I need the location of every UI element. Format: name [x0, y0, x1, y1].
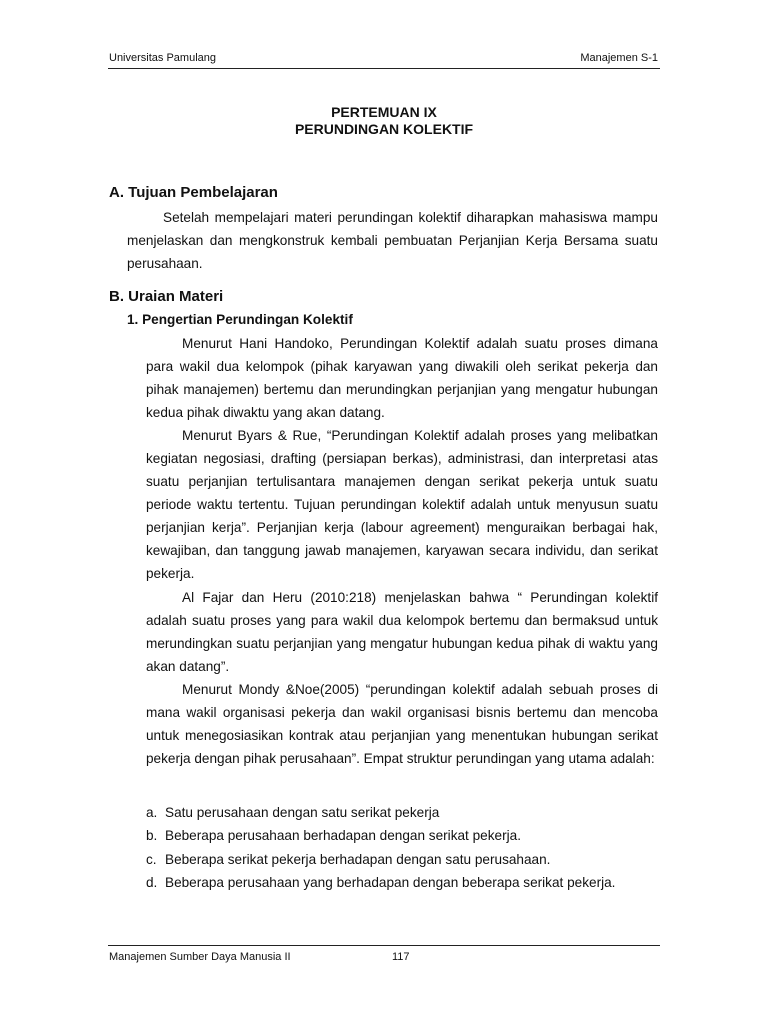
paragraph-byars-rue-text: Menurut Byars & Rue, “Perundingan Kolektif adalah proses yang melibatkan kegiatan negosiasi, drafting (persiapan berkas), administrasi, dan interpretasi atas suatu perjanjian tertulisantara manajemen dengan serikat pekerja untuk suatu periode waktu tertentu. Tujuan perundingan kolektif adalah untuk menyusun suatu perjanjian kerja”. Perjanjian kerja (labour agreement) menguraikan berbagai hak, kewajiban, dan tanggung jawab manajemen, karyawan secara individu, dan serikat pekerja. — [146, 428, 658, 581]
chapter-title: PERTEMUAN IX — [331, 104, 437, 120]
paragraph-al-fajar-text: Al Fajar dan Heru (2010:218) menjelaskan bahwa “ Perundingan kolektif adalah suatu proses yang para wakil dua kelompok bertemu dan bermaksud untuk merundingkan suatu perjanjian yang mengatur hubungan kedua pihak di waktu yang akan datang”. — [146, 590, 658, 674]
list-marker: b. — [146, 828, 158, 844]
section-a-paragraph — [127, 206, 658, 275]
list-item-text: Satu perusahaan dengan satu serikat pekerja — [165, 805, 440, 820]
list-item — [146, 871, 666, 894]
footer-course-title: Manajemen Sumber Daya Manusia II — [109, 951, 291, 963]
list-item-text: Beberapa perusahaan berhadapan dengan serikat pekerja. — [165, 828, 521, 844]
list-marker: c. — [146, 851, 157, 867]
bargaining-structure-list — [146, 801, 666, 894]
list-marker: d. — [146, 874, 158, 890]
subsection-heading: 1. Pengertian Perundingan Kolektif — [127, 312, 353, 327]
list-item — [146, 801, 666, 824]
section-b-heading: B. Uraian Materi — [109, 288, 224, 305]
paragraph-al-fajar — [146, 586, 658, 678]
header-program: Manajemen S-1 — [580, 52, 658, 64]
section-a-heading: A. Tujuan Pembelajaran — [109, 184, 278, 201]
section-a-paragraph-text: Setelah mempelajari materi perundingan kolektif diharapkan mahasiswa mampu menjelaskan dan mengkonstruk kembali pembuatan Perjanjian Kerja Bersama suatu perusahaan. — [127, 210, 658, 271]
header-rule — [108, 68, 660, 69]
footer-rule — [108, 945, 660, 946]
list-marker: a. — [146, 805, 158, 820]
list-item — [146, 824, 666, 847]
paragraph-mondy-noe-text: Menurut Mondy &Noe(2005) “perundingan kolektif adalah sebuah proses di mana wakil organisasi pekerja dan wakil organisasi bisnis bertemu dan mencoba untuk menegosiasikan kontrak atau perjanjian yang menentukan hubungan serikat pekerja dengan pihak perusahaan”. Empat struktur perundingan yang utama adalah: — [146, 682, 658, 766]
header-university: Universitas Pamulang — [109, 52, 216, 64]
list-item-text: Beberapa serikat pekerja berhadapan dengan satu perusahaan. — [165, 851, 551, 867]
paragraph-mondy-noe — [146, 678, 658, 770]
list-item-text: Beberapa perusahaan yang berhadapan dengan beberapa serikat pekerja. — [165, 874, 616, 890]
chapter-subtitle: PERUNDINGAN KOLEKTIF — [294, 121, 474, 137]
paragraph-byars-rue — [146, 424, 658, 585]
page-number: 117 — [392, 951, 410, 963]
paragraph-handoko-text: Menurut Hani Handoko, Perundingan Kolektif adalah suatu proses dimana para wakil dua kelompok (pihak karyawan yang diwakili oleh serikat pekerja dan pihak manajemen) bertemu dan merundingkan perjanjian yang mengatur hubungan kedua pihak diwaktu yang akan datang. — [146, 336, 658, 420]
list-item — [146, 848, 666, 871]
paragraph-handoko — [146, 332, 658, 424]
